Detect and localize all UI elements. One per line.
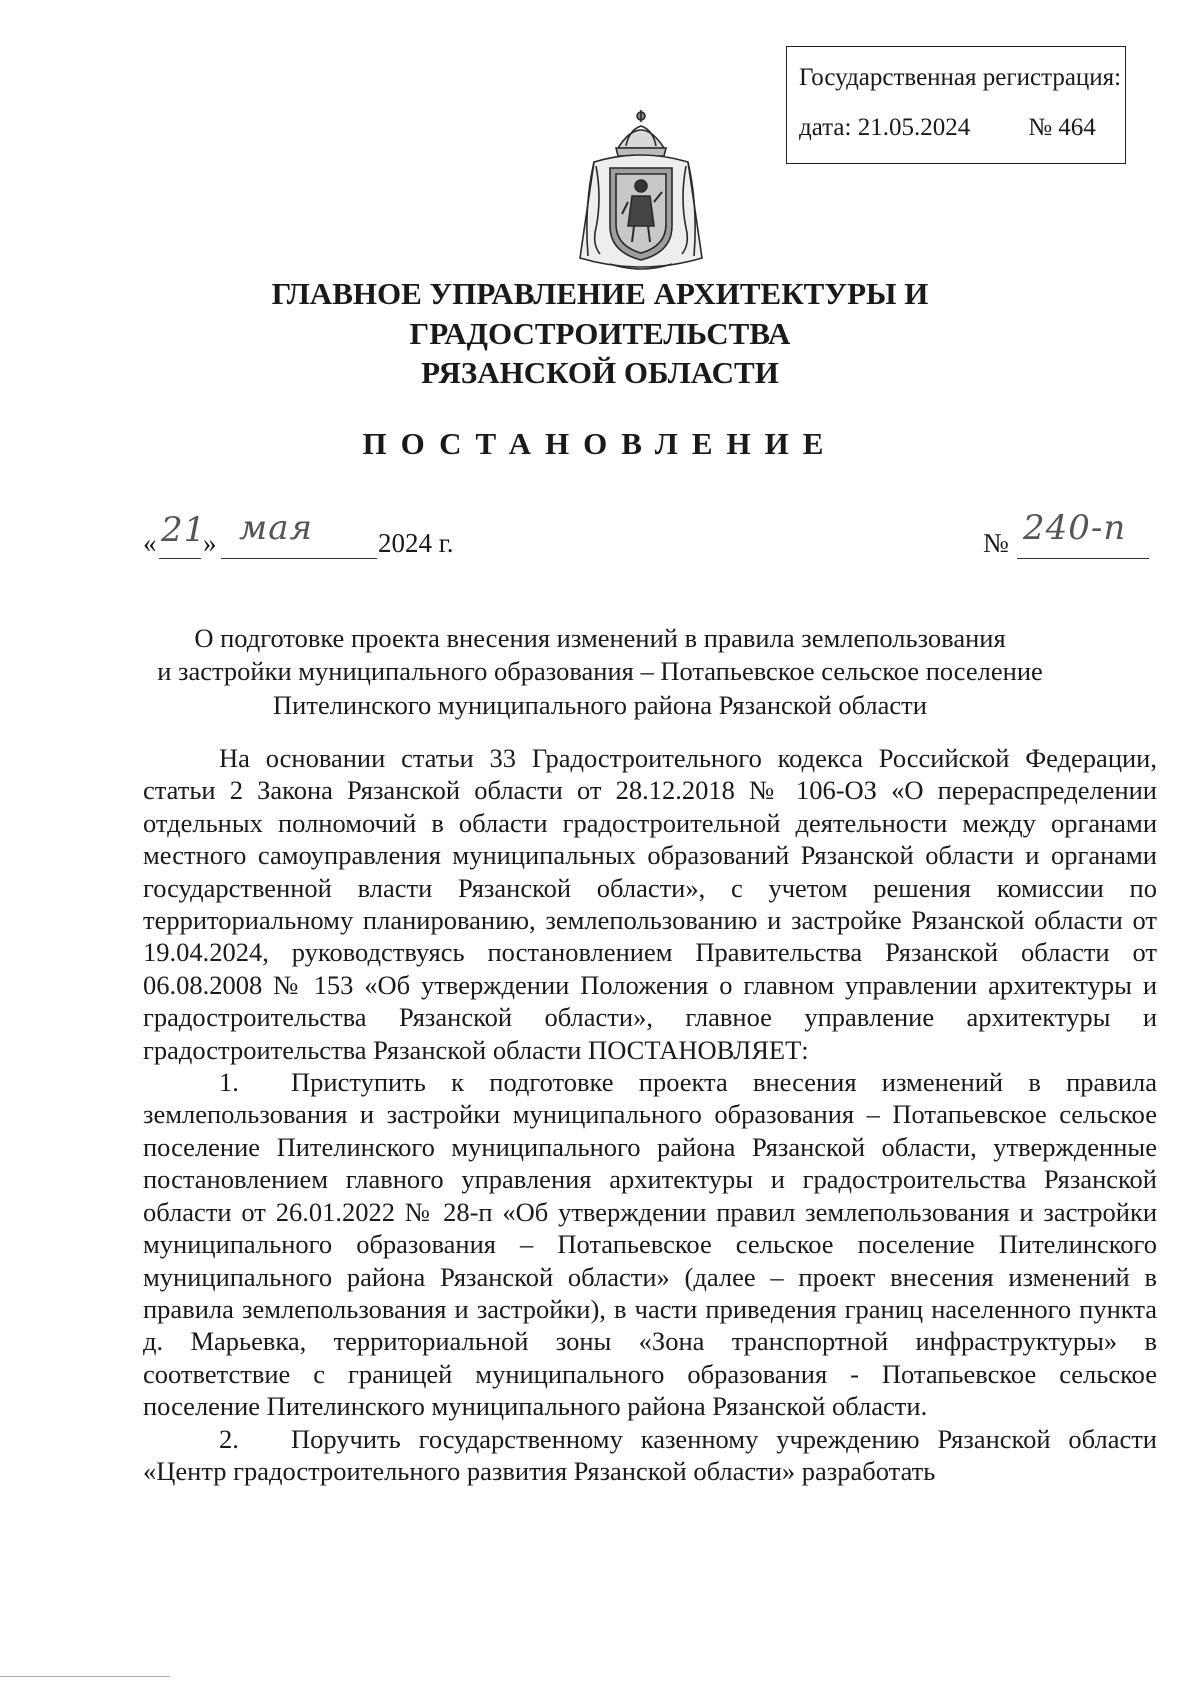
clause-2-number: 2. (219, 1423, 239, 1454)
organization-title (100, 274, 1100, 393)
clause-1-text: Приступить к подготовке проекта внесения изменений в правила землепользования и застройки муниципального образования – Потапьевское сельское поселение Пителинского муниципального района Рязанской области, утвержденные постановлением главного управления архитектуры и градостроительства Рязанской области от 26.01.2022 № 28-п «Об утверждении правил землепользования и застройки муниципального образования – Потапьевское сельское поселение Пителинского муниципального района Рязанской области» (далее – проект внесения изменений в правила землепользования и застройки), в части приведения границ населенного пункта д. Марьевка, территориальной зоны «Зона транспортной инфраструктуры» в соответствие с границей муниципального образования - Потапьевское сельское поселение Пителинского муниципального района Рязанской области. (143, 1067, 1157, 1422)
decree-subject (110, 622, 1090, 722)
day-underline (159, 558, 201, 559)
preamble-paragraph: На основании статьи 33 Градостроительного кодекса Российской Федерации, статьи 2 Закона Рязанской области от 28.12.2018 № 106-ОЗ «О перераспределении отдельных полномочий в области градостроительной деятельности между органами местного самоуправления муниципальных образований Рязанской области и органами государственной власти Рязанской области», с учетом решения комиссии по территориальному планированию, землепользованию и застройке Рязанской области от 19.04.2024, руководствуясь постановлением Правительства Рязанской области от 06.08.2008 № 153 «Об утверждении Положения о главном управлении архитектуры и градостроительства Рязанской области», главное управление архитектуры и градостроительства Рязанской области ПОСТАНОВЛЯЕТ: (143, 743, 1157, 1065)
subject-line2: и застройки муниципального образования – Потапьевское сельское поселение (157, 656, 1043, 687)
decree-day-handwritten: 21 (161, 510, 207, 550)
decree-date-number-line (143, 508, 1158, 564)
decree-month-handwritten: мая (239, 508, 313, 548)
footer-rule (0, 1676, 170, 1677)
ryazan-coat-of-arms-icon (566, 108, 716, 276)
month-underline (221, 558, 377, 559)
decree-year: 2024 г. (378, 528, 454, 558)
date-close-quote: » (203, 528, 217, 558)
registration-details (799, 113, 1111, 143)
registration-date: дата: 21.05.2024 (799, 114, 971, 141)
organization-title-line2: РЯЗАНСКОЙ ОБЛАСТИ (421, 355, 779, 391)
number-underline (1017, 558, 1149, 559)
subject-line1: О подготовке проекта внесения изменений в правила землепользования (194, 623, 1006, 653)
decree-body (143, 742, 1157, 1487)
clause-1-paragraph (143, 1066, 1157, 1422)
decree-number-handwritten: 240-п (1023, 508, 1127, 548)
organization-title-line1: ГЛАВНОЕ УПРАВЛЕНИЕ АРХИТЕКТУРЫ И ГРАДОСТРОИТЕЛЬСТВА (271, 276, 929, 351)
registration-number: № 464 (1028, 114, 1096, 141)
subject-line3: Пителинского муниципального района Рязанской области (273, 689, 927, 720)
date-open-quote: « (143, 528, 157, 558)
clause-2-text: Поручить государственному казенному учреждению Рязанской области «Центр градостроительного развития Рязанской области» разработать (143, 1423, 1157, 1486)
document-type-heading: ПОСТАНОВЛЕНИЕ (362, 426, 838, 461)
registration-title: Государственная регистрация: (799, 64, 1122, 91)
clause-2-paragraph (143, 1423, 1157, 1488)
decree-number-label: № (983, 528, 1009, 558)
clause-1-number: 1. (219, 1067, 239, 1098)
registration-stamp (786, 46, 1126, 164)
